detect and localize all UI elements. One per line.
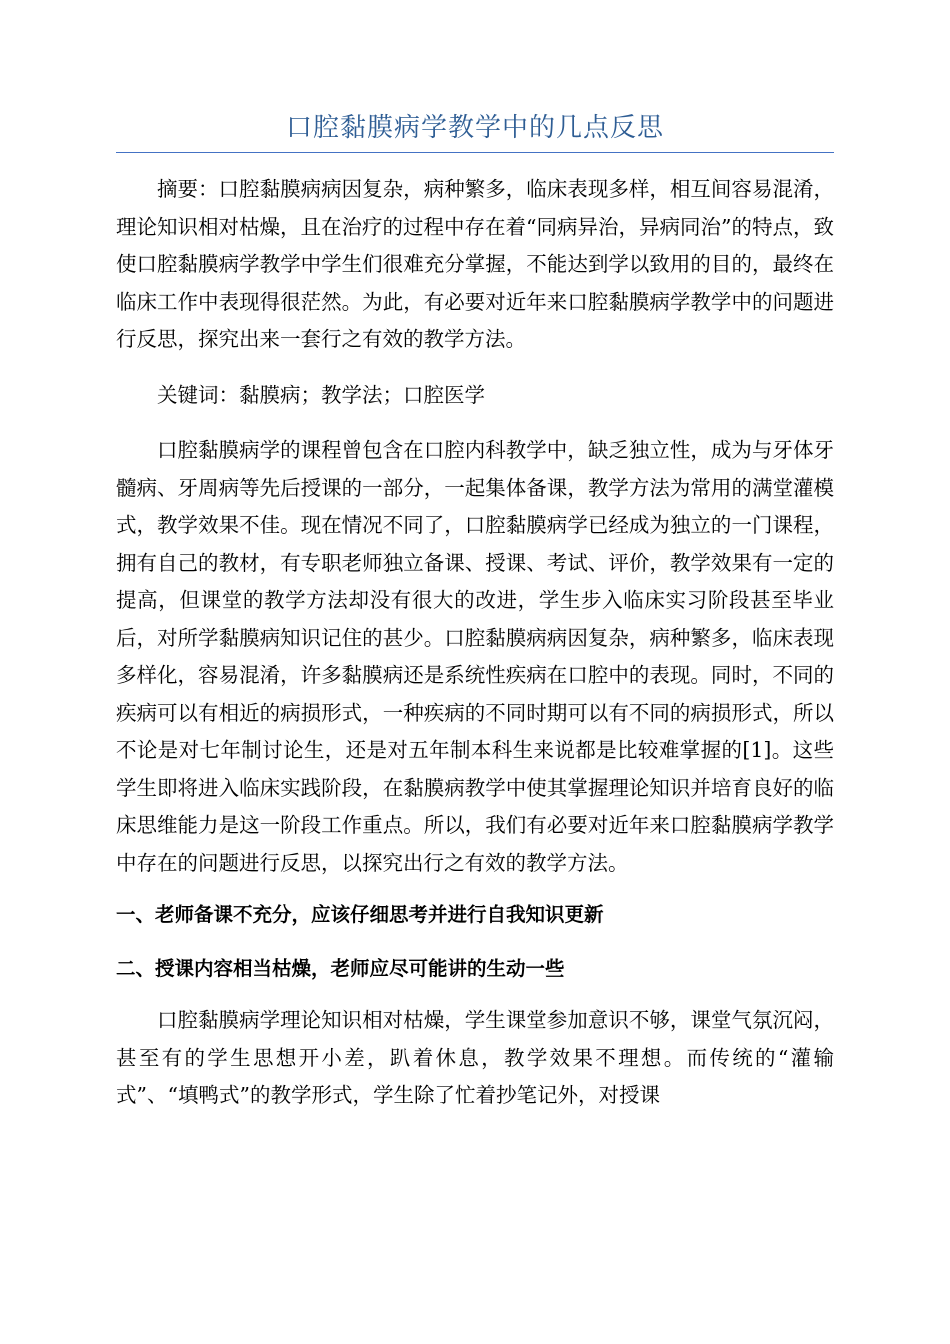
keywords-line: 关键词：黏膜病；教学法；口腔医学	[157, 382, 485, 407]
document-page	[116, 110, 834, 1115]
body-paragraph-1: 口腔黏膜病学的课程曾包含在口腔内科教学中，缺乏独立性，成为与牙体牙髓病、牙周病等先后授课的一部分，一起集体备课，教学方法为常用的满堂灌模式，教学效果不佳。现在情况不同了，口腔黏膜病学已经成为独立的一门课程，拥有自己的教材，有专职老师独立备课、授课、考试、评价，教学效果有一定的提高，但课堂的教学方法却没有很大的改进，学生步入临床实习阶段甚至毕业后，对所学黏膜病知识记住的甚少。口腔黏膜病病因复杂，病种繁多，临床表现多样化，容易混淆，许多黏膜病还是系统性疾病在口腔中的表现。同时，不同的疾病可以有相近的病损形式，一种疾病的不同时期可以有不同的病损形式，所以不论是对七年制讨论生，还是对五年制本科生来说都是比较难掌握的[1]。这些学生即将进入临床实践阶段，在黏膜病教学中使其掌握理论知识并培育良好的临床思维能力是这一阶段工作重点。所以，我们有必要对近年来口腔黏膜病学教学中存在的问题进行反思，以探究出行之有效的教学方法。	[116, 438, 834, 875]
abstract-paragraph: 摘要：口腔黏膜病病因复杂，病种繁多，临床表现多样，相互间容易混淆，理论知识相对枯燥，且在治疗的过程中存在着“同病异治，异病同治”的特点，致使口腔黏膜病学教学中学生们很难充分掌握，不能达到学以致用的目的，最终在临床工作中表现得很茫然。为此，有必要对近年来口腔黏膜病学教学中的问题进行反思，探究出来一套行之有效的教学方法。	[116, 177, 834, 351]
section-heading-1: 一、老师备课不充分，应该仔细思考并进行自我知识更新	[116, 903, 604, 926]
section-heading-2: 二、授课内容相当枯燥，老师应尽可能讲的生动一些	[116, 957, 565, 980]
document-title: 口腔黏膜病学教学中的几点反思	[116, 110, 834, 153]
body-paragraph-2: 口腔黏膜病学理论知识相对枯燥，学生课堂参加意识不够，课堂气氛沉闷，甚至有的学生思想开小差，趴着休息，教学效果不理想。而传统的“灌输式”、“填鸭式”的教学形式，学生除了忙着抄笔记外，对授课	[116, 1008, 834, 1107]
